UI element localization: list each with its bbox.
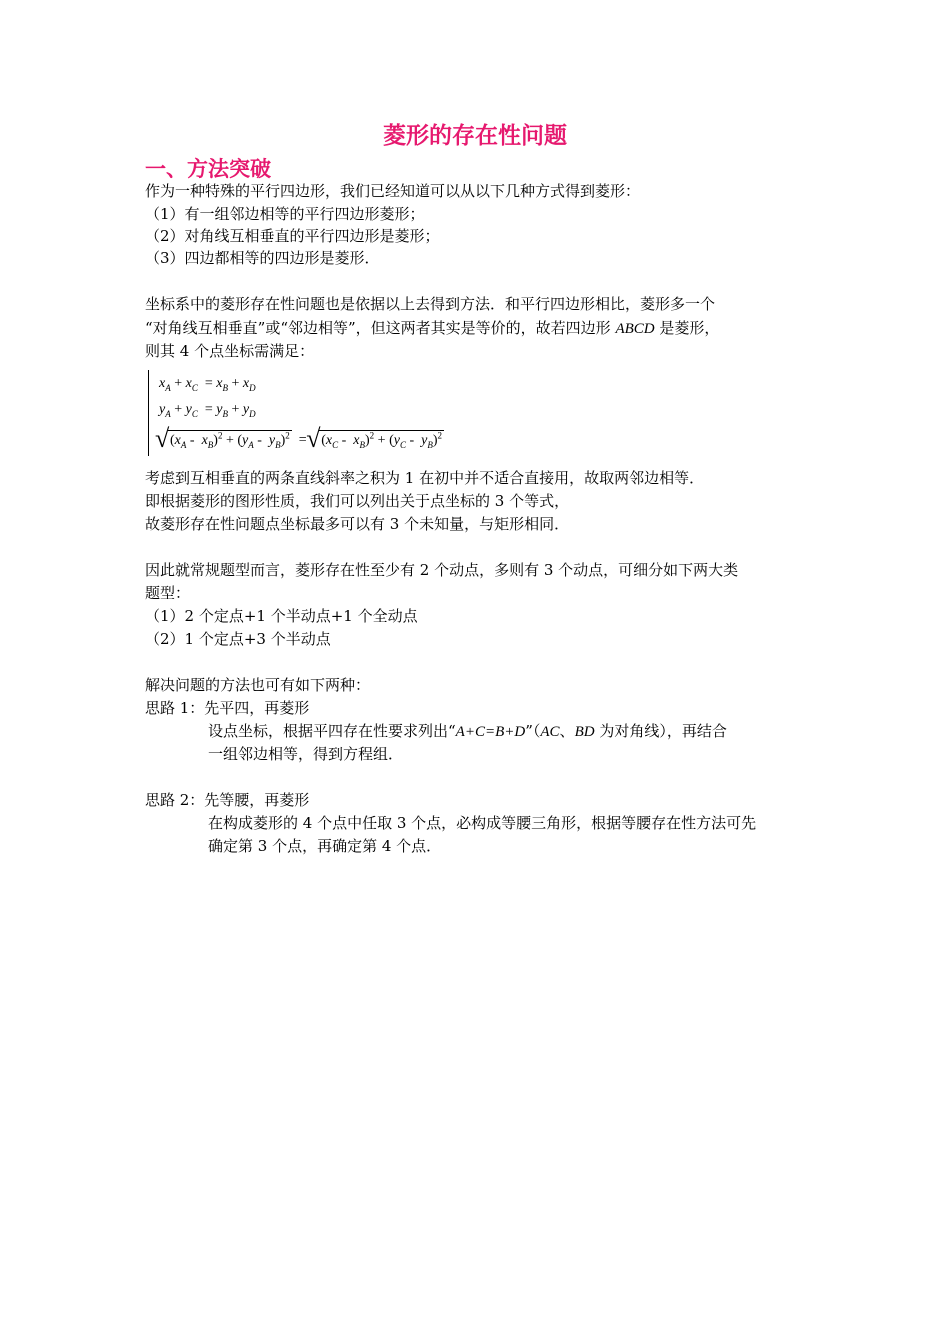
equation-x: $x_A + x_C = x_B + x_D$ [159, 376, 256, 393]
intro-text: 作为一种特殊的平行四边形，我们已经知道可以从以下几种方式得到菱形： [145, 182, 641, 200]
para2-line2 [145, 318, 719, 339]
m1-ac: AC [540, 724, 560, 740]
para3-line1: 因此就常规题型而言，菱形存在性至少有 2 个动点，多则有 3 个动点，可细分如下两大类 [145, 561, 739, 579]
m1-a: 设点坐标，根据平四存在性要求列出“ [208, 722, 456, 740]
method-1-head: 思路 1：先平四，再菱形 [145, 699, 310, 717]
quad-name: ABCD [615, 321, 655, 337]
section-title: 一、方法突破 [145, 157, 271, 181]
para2-line2-b: 是菱形， [654, 319, 720, 337]
method-1-line2: 一组邻边相等，得到方程组． [208, 745, 404, 763]
method-1-line1 [208, 721, 727, 742]
after-formula-2: 即根据菱形的图形性质，我们可以列出关于点坐标的 3 个等式， [145, 492, 570, 510]
way-2: （2）对角线互相垂直的平行四边形是菱形； [145, 227, 440, 245]
way-3: （3）四边都相等的四边形是菱形． [145, 249, 380, 267]
coordinate-equation-system [145, 366, 525, 462]
equation-y: $y_A + y_C = y_B + y_D$ [159, 402, 256, 419]
m1-d: 为对角线），再结合 [594, 722, 727, 740]
methods-intro: 解决问题的方法也可有如下两种： [145, 676, 371, 694]
method-2-head: 思路 2：先等腰，再菱形 [145, 791, 310, 809]
type-1: （1）2 个定点+1 个半动点+1 个全动点 [145, 607, 418, 625]
equation-distance: √ $(x_A - x_B)^2 + (y_A - y_B)^2$ = √ $(x_C - x_B)^2 + (y_C - y_B)^2$ [159, 430, 444, 449]
left-brace [148, 370, 155, 456]
way-1: （1）有一组邻边相等的平行四边形菱形； [145, 205, 425, 223]
para2-line3: 则其 4 个点坐标需满足： [145, 342, 315, 360]
para2-line2-a: “对角线互相垂直”或“邻边相等”，但这两者其实是等价的，故若四边形 [145, 319, 616, 337]
method-2-line1: 在构成菱形的 4 个点中任取 3 个点，必构成等腰三角形，根据等腰存在性方法可先 [208, 814, 757, 832]
after-formula-3: 故菱形存在性问题点坐标最多可以有 3 个未知量，与矩形相同． [145, 515, 570, 533]
m1-bd: BD [574, 724, 595, 740]
m1-c: 、 [559, 722, 575, 740]
para3-line2: 题型： [145, 584, 191, 602]
para2-line1: 坐标系中的菱形存在性问题也是依据以上去得到方法．和平行四边形相比，菱形多一个 [145, 295, 716, 313]
m1-b: ”（ [525, 722, 541, 740]
page-title: 菱形的存在性问题 [383, 123, 567, 149]
type-2: （2）1 个定点+3 个半动点 [145, 630, 331, 648]
after-formula-1: 考虑到互相垂直的两条直线斜率之积为 1 在初中并不适合直接用，故取两邻边相等． [145, 469, 705, 487]
m1-formula: A+C=B+D [455, 724, 526, 740]
method-2-line2: 确定第 3 个点，再确定第 4 个点． [208, 837, 442, 855]
